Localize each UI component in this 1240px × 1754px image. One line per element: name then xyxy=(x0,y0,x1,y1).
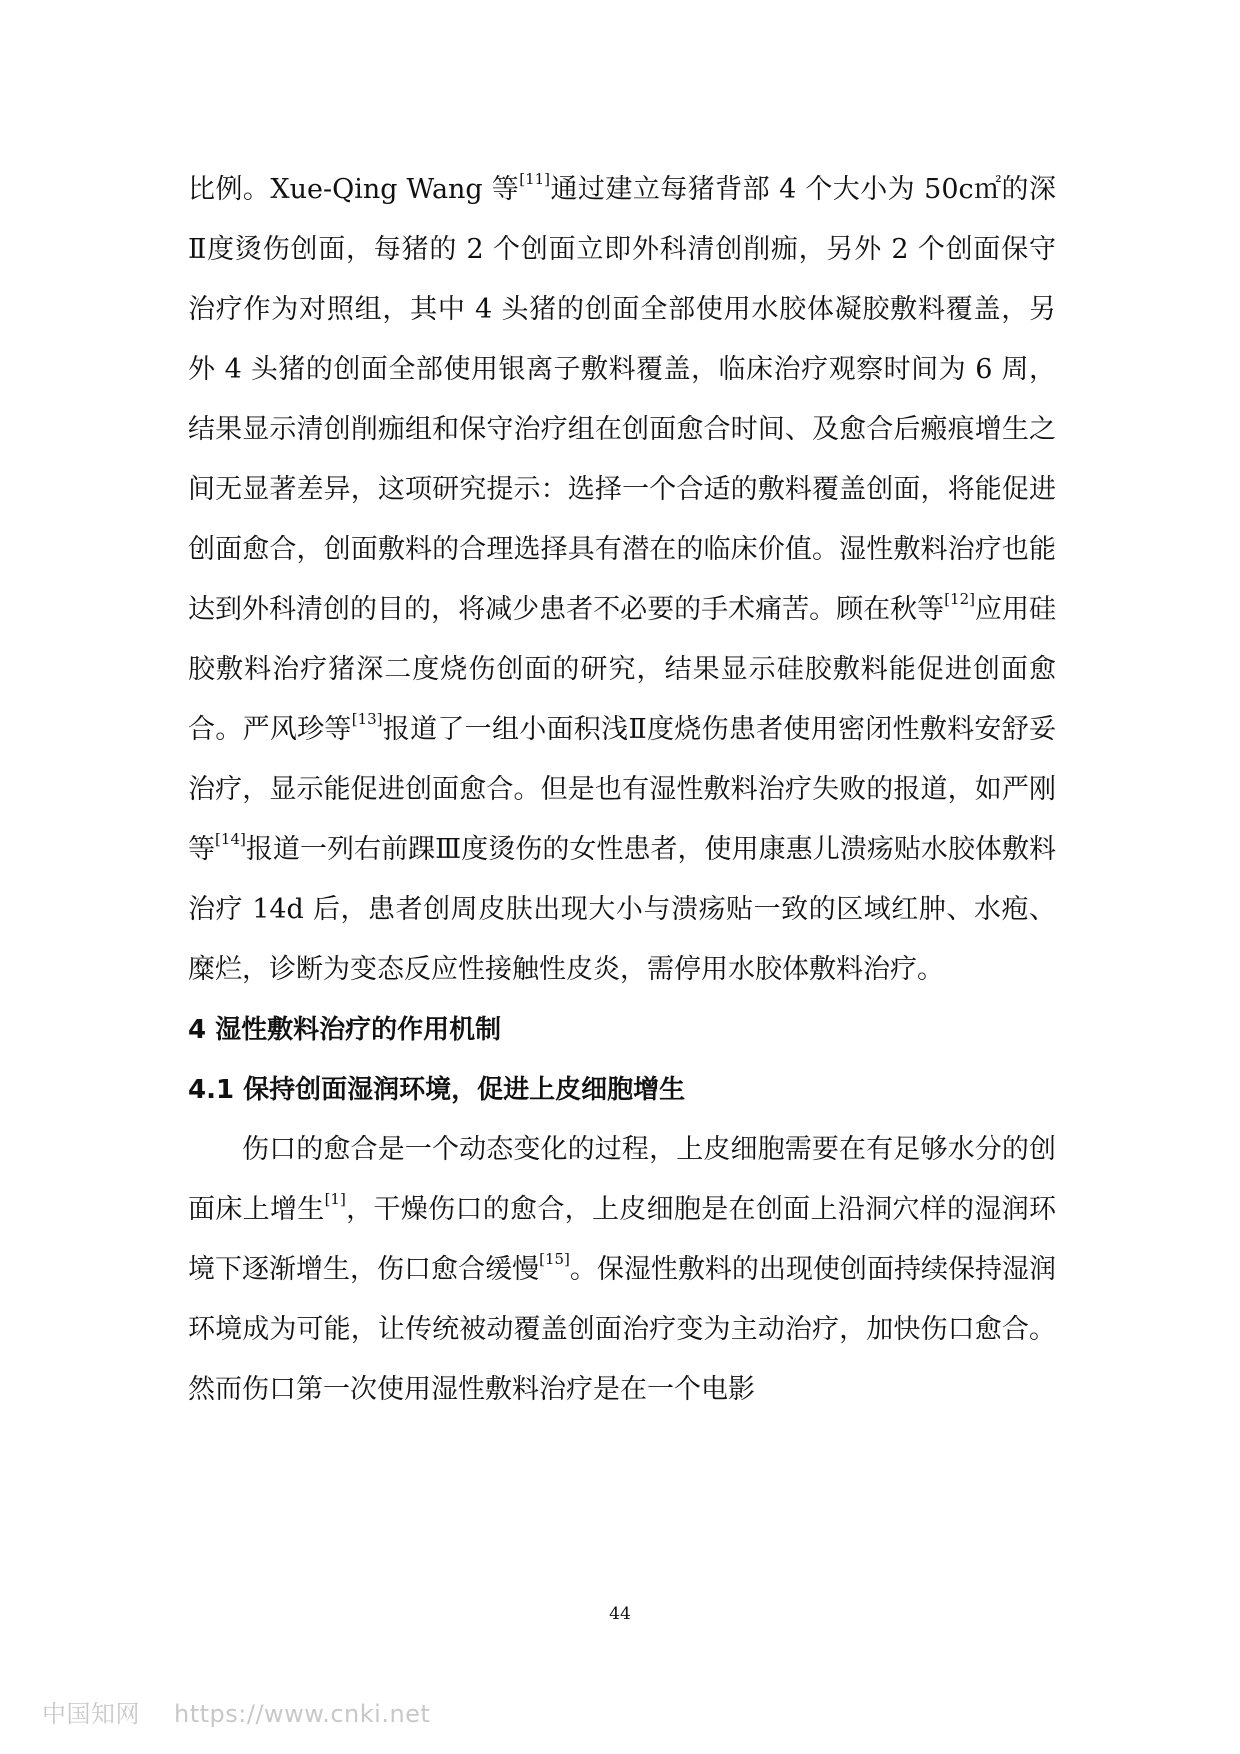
watermark-url: https://www.cnki.net xyxy=(174,1700,431,1728)
paragraph-2: 伤口的愈合是一个动态变化的过程，上皮细胞需要在有足够水分的创面床上增生[1]，干燥伤口的愈合，上皮细胞是在创面上沿洞穴样的湿润环境下逐渐增生，伤口愈合缓慢[15]。保湿性敷料的出现使创面持续保持湿润环境成为可能，让传统被动覆盖创面治疗变为主动治疗，加快伤口愈合。然而伤口第一次使用湿性敷料治疗是在一个电影 xyxy=(188,1134,1057,1405)
citation-12: [12] xyxy=(944,590,975,608)
section-heading: 4 湿性敷料治疗的作用机制 xyxy=(188,1015,502,1045)
citation-1: [1] xyxy=(324,1190,346,1208)
cnki-watermark xyxy=(42,1694,464,1729)
page-number: 44 xyxy=(609,1604,631,1624)
watermark-brand: 中国知网 xyxy=(42,1700,140,1728)
citation-15: [15] xyxy=(539,1250,570,1268)
paragraph-1: 比例。Xue-Qing Wang 等[11]通过建立每猪背部 4 个大小为 50c㎡的深Ⅱ度烫伤创面，每猪的 2 个创面立即外科清创削痂，另外 2 个创面保守治疗作为对照组，其中 4 头猪的创面全部使用水胶体凝胶敷料覆盖，另外 4 头猪的创面全部使用银离子敷料覆盖，临床治疗观察时间为 6 周，结果显示清创削痂组和保守治疗组在创面愈合时间、及愈合后瘢痕增生之间无显著差异，这项研究提示：选择一个合适的敷料覆盖创面，将能促进创面愈合，创面敷料的合理选择具有潜在的临床价值。湿性敷料治疗也能达到外科清创的目的，将减少患者不必要的手术痛苦。顾在秋等[12]应用硅胶敷料治疗猪深二度烧伤创面的研究，结果显示硅胶敷料能促进创面愈合。严风珍等[13]报道了一组小面积浅Ⅱ度烧伤患者使用密闭性敷料安舒妥治疗，显示能促进创面愈合。但是也有湿性敷料治疗失败的报道，如严刚等[14]报道一列右前踝Ⅲ度烫伤的女性患者，使用康惠儿溃疡贴水胶体敷料治疗 14d 后，患者创周皮肤出现大小与溃疡贴一致的区域红肿、水疱、糜烂，诊断为变态反应性接触性皮炎，需停用水胶体敷料治疗。 xyxy=(188,170,1057,985)
subsection-heading: 4.1 保持创面湿润环境，促进上皮细胞增生 xyxy=(188,1075,686,1105)
citation-14: [14] xyxy=(215,830,246,848)
body-text xyxy=(188,160,1056,1420)
citation-11: [11] xyxy=(519,170,551,188)
citation-13: [13] xyxy=(351,710,383,728)
